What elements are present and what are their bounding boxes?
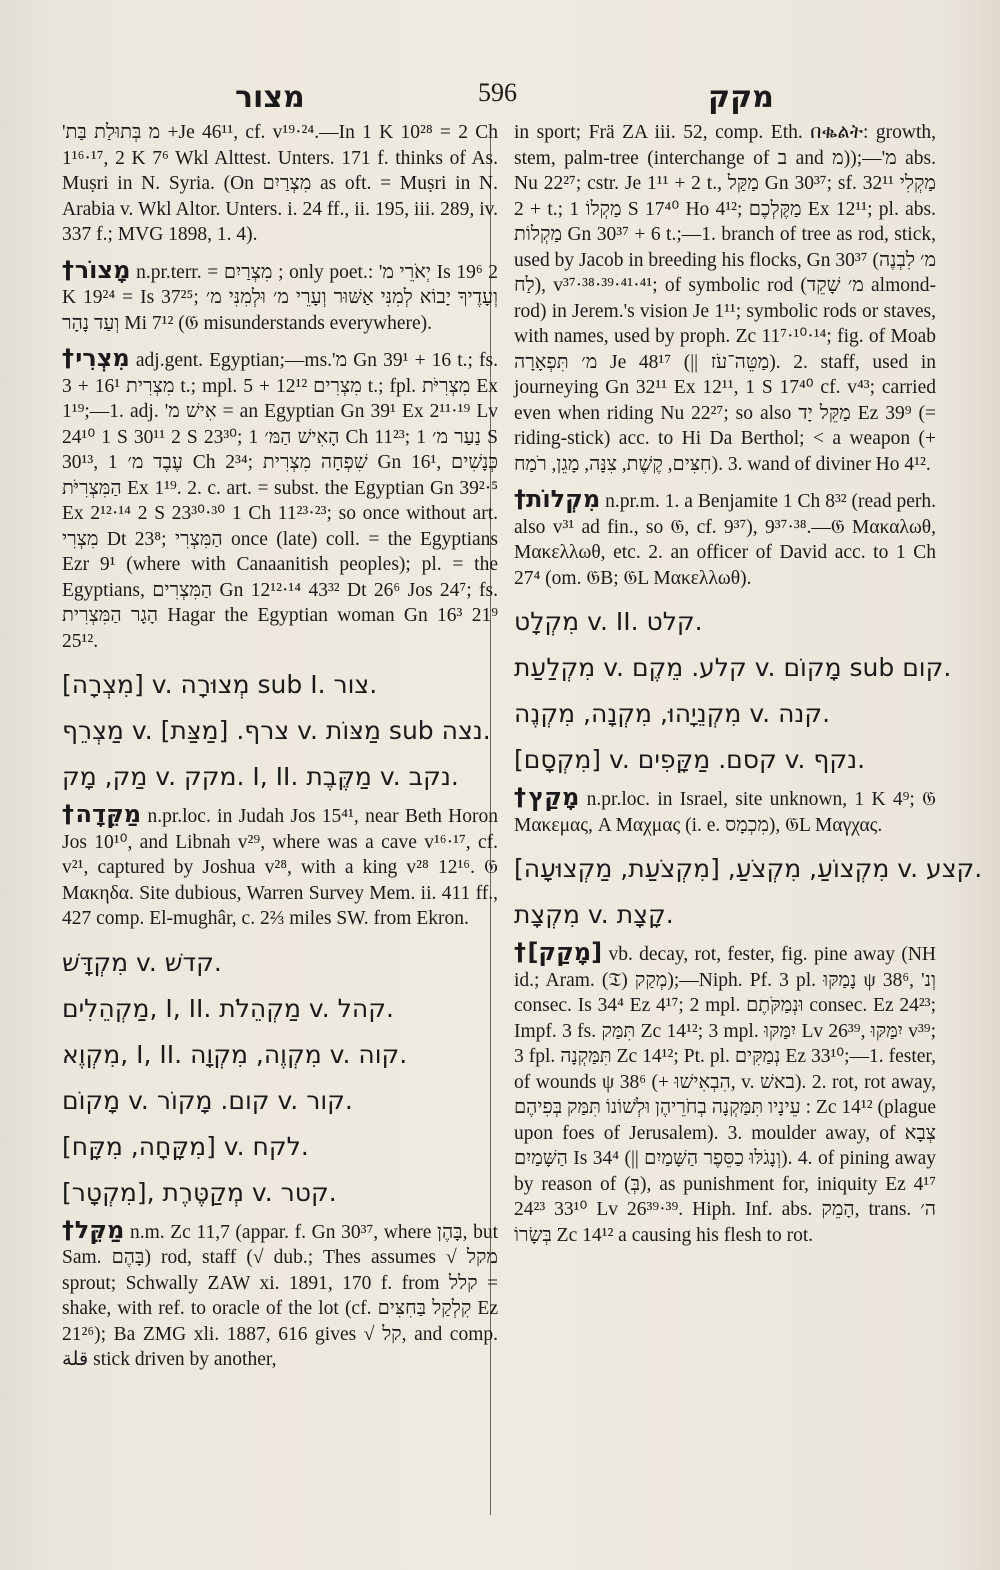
cross-reference: מִקְדָּשׁ v. קדשׁ. (62, 947, 222, 977)
entry-text: n.pr.loc. in Judah Jos 15⁴¹, near Beth Horon Jos 10¹⁰, and Libnah v²⁹, where was a cave v¹⁶·¹⁷, cf. v²¹, captured by Joshua v²⁸, with a king v²⁸ 12¹⁶. 𝔊 Μακηδα. Site dubious, Warren Survey Mem. ii. 411 ff., 427 comp. El-mughâr, c. 2⅔ miles SW. from Ekron. (62, 806, 499, 929)
entry-text: n.m. Zc 11,7 (appar. f. Gn 30³⁷, where בָּהֶן, but Sam. בָּהֶם) rod, staff (√ dub.; Thes assumes √ מקל sprout; Schwally ZAW xi. 1891, 170 f. from קלל = shake, with ref. to oracle of the lot (cf. קִלְקַל בַּחִצִּים Ez 21²⁶); Ba ZMG xli. 1887, 616 gives √ קל, and comp. قلة stick driven by another, (62, 1221, 499, 1370)
cross-reference: [מִקָּחָה, מִקָּח] v. לקח. (62, 1131, 309, 1161)
cross-reference: [מִקְטָר], מְקַטֶּרֶת v. קטר. (62, 1177, 337, 1207)
running-head-left: מצור (235, 80, 305, 115)
running-head-right: מקק (708, 80, 774, 115)
entry-text: adj.gent. Egyptian;—ms.'מ Gn 39¹ + 16 t.; fs. מִצְרִית 16¹ + 3 t.; mpl. מִצְרִים 12¹² + 5 t.; fpl. מִצְרִיֹּת Ex 1¹⁹;—1. adj. 'אִישׁ מ = an Egyptian Gn 39¹ Ex 2¹¹·¹⁹ Lv 24¹⁰ 1 S 30¹¹ 2 S 23³⁰; הָאִישׁ הַמּ׳ 1 Ch 11²³; נַעַר מ׳ 1 S 30¹³, עֶבֶד מ׳ 1 Ch 2³⁴; שִׁפְחָה מִצְרִית Gn 16¹, כְּנָשִׁים הַמִּצְרִיֹּת Ex 1¹⁹. 2. c. art. = subst. the Egyptian Gn 39²·⁵ Ex 2¹²·¹⁴ 2 S 23³⁰·³⁰ 1 Ch 11²³·²³; so once without art. מִצְרִי Dt 23⁸; הַמִּצְרִי once (late) coll. = the Egyptians Ezr 9¹ (where with Canaanitish peoples); pl. = the Egyptians, הַמִּצְרִים Gn 12¹²·¹⁴ 43³² Dt 26⁶ Jos 24⁷; fs. הָגָר הַמִּצְרִית Hagar the Egyptian woman Gn 16³ 21⁹ 25¹². (62, 350, 499, 652)
right-column (514, 120, 983, 1258)
entry-text: in sport; Frä ZA iii. 52, comp. Eth. በቈልት: growth, stem, palm-tree (interchange of ב and מ));—'מ abs. Nu 22²⁷; cstr. Je 1¹¹ + 2 t., מַקַּל Gn 30³⁷; sf. מַקְלִי 32¹¹ + 2 t.; מַקְלוֹ 1 S 17⁴⁰ Ho 4¹²; מַקֶּלְכֶם Ex 12¹¹; pl. abs. מַקְלוֹת Gn 30³⁷ + 6 t.;—1. branch of tree as rod, stick, used by Jacob in breeding his flocks, Gn 30³⁷ (מ׳ לִבְנֶה לַח), v³⁷·³⁸·³⁹·⁴¹·⁴¹; of symbolic rod (מ׳ שָׁקֵד almond-rod) in Jerem.'s vision Je 1¹¹; symbolic rods or staves, with names, used by proph. Zc 11⁷·¹⁰·¹⁴; fig. of Moab מ׳ תִּפְאָרָה Je 48¹⁷ (|| מַטֵּה־עֹז). 2. staff, used in journeying Gn 32¹¹ Ex 12¹¹, 1 S 17⁴⁰ cf. v⁴³; carried even when riding Nu 22²⁷; so also מַקֵּל יָד Ez 39⁹ (= riding-stick) acc. to Hi Da Berthol; < a weapon (+ חִצִּים, קֶשֶׁת, צִנָּה, מָגֵן, רֹמַח). 3. wand of diviner Ho 4¹². (514, 122, 937, 475)
headword: †מִקְלוֹת (514, 485, 601, 513)
cross-reference: מִקְלָט v. II. קלט. (514, 607, 703, 636)
entry-text: 'מ בְּתוּלַת בַּת +Je 46¹¹, cf. v¹⁹·²⁴.—In 1 K 10²⁸ = 2 Ch 1¹⁶·¹⁷, 2 K 7⁶ Wkl Alttest. Unters. 171 f. thinks of As. Muṣri in N. Syria. (On מִצְרַיִם as oft. = Muṣri in N. Arabia v. Wkl Altor. Unters. i. 24 ff., ii. 195, iii. 289, iv. 337 f.; MVG 1898, 1. 4). (62, 122, 499, 245)
entry-mazor (62, 255, 499, 337)
cross-reference: מַצְרֵף v. צרף. [מַצַּת] v. מַצּוֹת sub נצה. (62, 716, 491, 745)
cross-reference: מִקְוֶא, I, II. מִקְוֶה, מִקְוָה v. קוה. (62, 1039, 408, 1069)
cross-reference: מִקְלַעַת v. קלע. מֵקֶם v. מָקוֹם sub קום. (514, 653, 952, 682)
entry-text: vb. decay, rot, fester, fig. pine away (NH id.; Aram. (𝔗) מְקַק);—Niph. Pf. 3 pl. נָמַקּוּ ψ 38⁶, 'וְנ consec. Is 34⁴ Ez 4¹⁷; 2 mpl. וּנְמַקֹּתֶם consec. Ez 24²³; Impf. 3 fs. תִּמַּק Zc 14¹²; 3 mpl. יִמַּקּוּ Lv 26³⁹, יִמַּקּוּ v³⁹; 3 fpl. תִּמַּקְנָה Zc 14¹²; Pt. pl. נְמַקִּים Ez 33¹⁰;—1. fester, of wounds ψ 38⁶ (+ הִבְאִישׁוּ, v. באשׁ). 2. rot, rot away, עֵינָיו תִּמַּקְנָה בְחֹרֵיהֶן וּלְשׁוֹנוֹ תִּמַּק בְּפִיהֶם : Zc 14¹² (plague upon foes of Jerusalem). 3. moulder away, of צְבָא הַשָּׁמַיִם Is 34⁴ (|| וְנָגֹלּוּ כַסֵּפֶר הַשָּׁמַיִם). 4. of pining away by reason of (בְּ), as punishment for, iniquity Ez 4¹⁷ 24²³ 33¹⁰ Lv 26³⁹·³⁹. Hiph. Inf. abs. הָמֵק, trans. ה׳ בְּשָׂרוֹ Zc 14¹² a causing his flesh to rot. (514, 944, 937, 1246)
cross-reference: מָקוֹם v. קום. מָקוֹר v. קור. (62, 1085, 353, 1115)
entry-text: n.pr.loc. in Israel, site unknown, 1 K 4⁹; 𝔊 Μακεμας, A Μαχμας (i. e. מִכְמָס), 𝔊L Μαγχας. (514, 789, 937, 836)
cross-reference: מַק, מָק v. מקק. I, II. מַקֶּבֶת v. נקב. (62, 762, 459, 791)
page-number: 596 (478, 78, 517, 107)
entry-text: n.pr.terr. = מִצְרַיִם ; only poet.: 'יְאֹרֵי מ Is 19⁶ 2 K 19²⁴ = Is 37²⁵; וְעָדֶיךָ יָבוֹא לְמִנִּי אַשּׁוּר וְעָרֵי מ׳ וּלְמִנִּי מ׳ וְעַד נָהָר Mi 7¹² (𝔊 misunderstands everywhere). (62, 261, 499, 334)
entry-makkedah (62, 802, 498, 932)
cross-reference: מַקְהֵלִים, I, II. מַקְהֵלֹת v. קהל. (62, 993, 394, 1023)
cross-reference: מִקְצוֹעַ, מִקְצֹעַ, [מִקְצֹעַת, מַקְצוּעָה] v. קצע. (514, 854, 983, 883)
cross-reference: מִקְנֵיָהוּ, מִקְנָה, מִקְנֶה v. קנה. (514, 699, 831, 728)
entry-miqloth (514, 487, 936, 591)
entry-text: n.pr.m. 1. a Benjamite 1 Ch 8³² (read perh. also v³¹ ad fin., so 𝔊, cf. 9³⁷), 9³⁷·³⁸.—𝔊 Μακαλωθ, Μακελλωθ, etc. 2. an officer of David acc. to 1 Ch 27⁴ (om. 𝔊B; 𝔊L Μακελλωθ). (514, 491, 937, 589)
entry-maqaq (514, 940, 936, 1248)
headword: †מַקֵּדָה (62, 800, 142, 828)
entry-maqqel (62, 1215, 499, 1373)
headword: †מַקֵּל (62, 1215, 125, 1244)
headword: †מָקַץ (514, 783, 580, 811)
entry-continuation (62, 120, 498, 248)
headword: †מָצוֹר (62, 255, 131, 284)
entry-maqqel-continued (514, 120, 936, 477)
left-column (62, 120, 498, 1383)
cross-reference: מִקְצָת v. קָצָת. (514, 900, 674, 929)
entry-mizri (62, 346, 498, 654)
cross-reference: [מִצְרָה] v. מְצוּרָה sub I. צור. (62, 670, 378, 699)
headword: †מִצְרִי (62, 344, 130, 372)
headword: †[מָקַק] (514, 938, 603, 966)
entry-maqaz (514, 785, 936, 838)
cross-reference: [מִקְסָם] v. קסם. מַקָּפִים v. נקף. (514, 745, 866, 774)
running-head (0, 72, 1000, 122)
